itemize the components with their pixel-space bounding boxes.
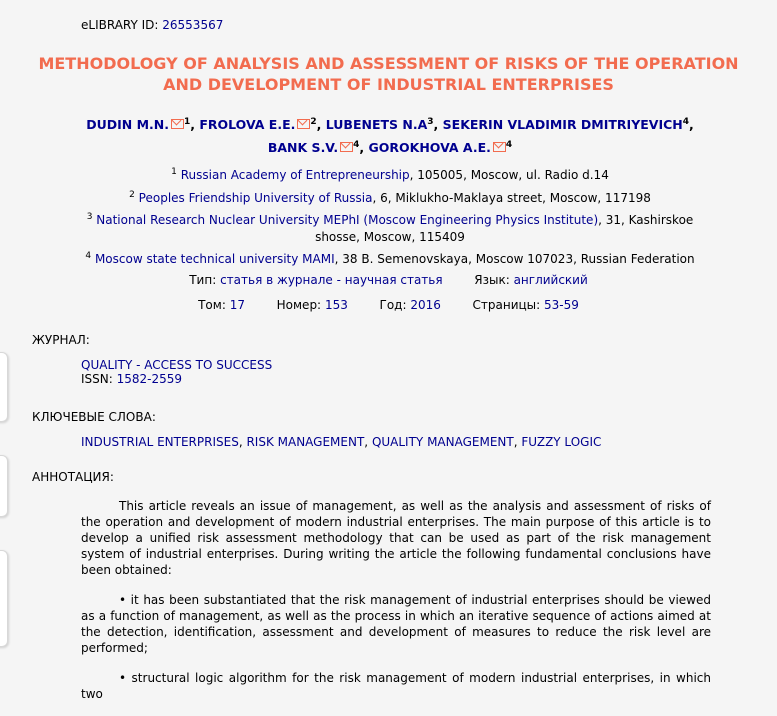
abstract-paragraph: This article reveals an issue of management, as well as the analysis and assessment of risks of the operation and development of modern industrial enterprises. The main purpose of this article is to develop a unified risk assessment methodology that can be used as part of the risk management system of industrial enterprises. During writing the article the following fundamental conclusions have been obtained: xyxy=(81,499,711,577)
affiliation: $^4$ Moscow state technical university MAMI, 38 B. Semenovskaya, Moscow 107023, Russian Federation xyxy=(85,251,695,266)
volume-link[interactable]: 17 xyxy=(229,298,245,312)
issue-info-row: Том: 17 Номер: 153 Год: 2016 Страницы: 53-59 xyxy=(198,298,579,312)
author-link[interactable]: SEKERIN VLADIMIR DMITRIYEVICH xyxy=(442,117,683,133)
email-icon[interactable] xyxy=(340,142,353,152)
keyword-list: INDUSTRIAL ENTERPRISES, RISK MANAGEMENT, QUALITY MANAGEMENT, FUZZY LOGIC xyxy=(81,435,602,449)
affiliation-link[interactable]: National Research Nuclear University MEPhI (Moscow Engineering Physics Institute) xyxy=(96,213,599,227)
abstract-bullet: • structural logic algorithm for the risk management of modern industrial enterprises, in which two xyxy=(81,671,711,701)
side-scroll-tab[interactable] xyxy=(0,455,8,517)
affiliation: $^1$ Russian Academy of Entrepreneurship, 105005, Moscow, ul. Radio d.14 xyxy=(171,167,609,182)
keyword-link[interactable]: FUZZY LOGIC xyxy=(521,435,602,449)
affiliation-link[interactable]: Moscow state technical university MAMI xyxy=(94,252,335,266)
affiliation-list xyxy=(80,164,700,271)
keyword-link[interactable]: RISK MANAGEMENT xyxy=(246,435,365,449)
author-link[interactable]: LUBENETS N.A xyxy=(325,117,428,133)
abstract-heading: АННОТАЦИЯ: xyxy=(32,470,114,484)
issn-link[interactable]: 1582-2559 xyxy=(116,372,183,386)
journal-heading: ЖУРНАЛ: xyxy=(32,333,90,347)
affiliation-link[interactable]: Peoples Friendship University of Russia xyxy=(138,190,373,205)
journal-name-link[interactable]: QUALITY - ACCESS TO SUCCESS xyxy=(81,358,273,372)
author-link[interactable]: DUDIN M.N. xyxy=(86,117,169,133)
type-link[interactable]: статья в журнале - научная статья xyxy=(220,273,443,287)
author-list: DUDIN M.N. $^1$, FROLOVA E.E. $^2$, LUBENETS $N.A^3$, SEKERIN VLADIMIR DMITRIYEVICH$^4$, BANK S.V. $^4$, GOROKHOVA A.E. $^4$ xyxy=(86,117,694,156)
keyword-link[interactable]: QUALITY MANAGEMENT xyxy=(371,435,514,449)
abstract-text xyxy=(81,498,711,716)
language-link[interactable]: английский xyxy=(513,273,588,287)
author-link[interactable]: FROLOVA E.E. xyxy=(199,117,296,133)
year-link[interactable]: 2016 xyxy=(410,298,441,312)
article-title: METHODOLOGY OF ANALYSIS AND ASSESSMENT OF RISKS OF THE OPERATION AND DEVELOPMENT OF INDUSTRIAL ENTERPRISES xyxy=(38,54,739,94)
author-link[interactable]: BANK S.V. xyxy=(267,140,339,156)
side-scroll-tab[interactable] xyxy=(0,550,8,647)
side-scroll-tab[interactable] xyxy=(0,352,8,422)
email-icon[interactable] xyxy=(493,142,506,152)
elibrary-id-link[interactable]: 26553567 xyxy=(162,18,224,32)
affiliation: $^3$ National Research Nuclear University MEPhI (Moscow Engineering Physics Institute), 31, Kashirskoe shosse, Moscow, 115409 xyxy=(86,212,694,244)
keywords-heading: КЛЮЧЕВЫЕ СЛОВА: xyxy=(32,410,156,424)
keyword-link[interactable]: INDUSTRIAL ENTERPRISES xyxy=(81,435,239,449)
issue-number-link[interactable]: 153 xyxy=(324,298,348,312)
email-icon[interactable] xyxy=(297,119,310,129)
journal-block: QUALITY - ACCESS TO SUCCESS ISSN: 1582-2559 xyxy=(81,358,273,386)
email-icon[interactable] xyxy=(171,119,184,129)
affiliation-link[interactable]: Russian Academy of Entrepreneurship xyxy=(180,168,410,182)
elibrary-id: eLIBRARY ID: 26553567 xyxy=(81,18,224,32)
pages-link[interactable]: 53-59 xyxy=(544,298,579,312)
author-link[interactable]: GOROKHOVA A.E. xyxy=(368,140,491,156)
abstract-bullet: • it has been substantiated that the risk management of industrial enterprises should be viewed as a function of management, as well as the process in which an iterative sequence of actions aimed at the detection, identification, assessment and development of measures to reduce the risk level are performed; xyxy=(81,593,711,655)
affiliation: $^2$ Peoples Friendship University of Russia, 6, Miklukho-Maklaya street, Moscow, 117198 xyxy=(129,189,651,205)
publication-type-row: Тип: статья в журнале - научная статья Язык: английский xyxy=(189,273,588,287)
